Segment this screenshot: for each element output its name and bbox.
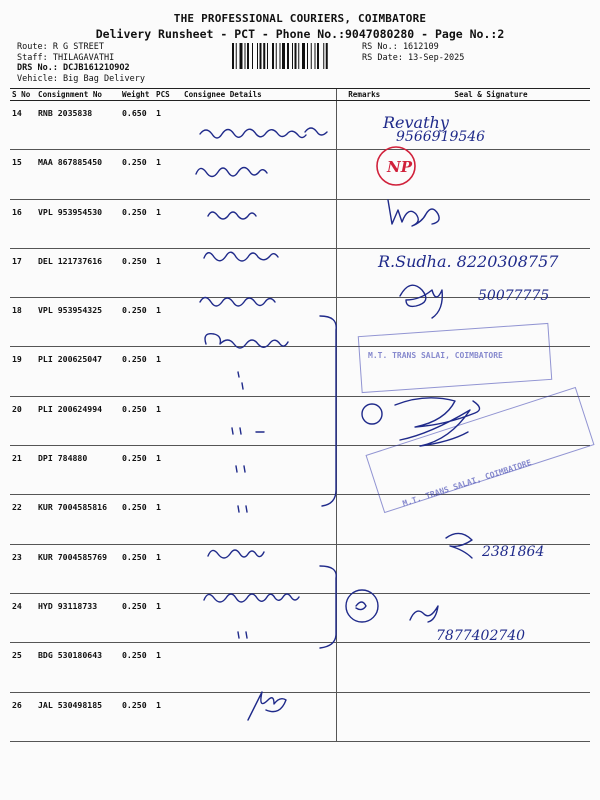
signature-14: Revathy — [383, 113, 449, 132]
row-weight: 0.250 — [120, 248, 154, 297]
row-sno: 18 — [10, 298, 36, 347]
row-sno: 24 — [10, 593, 36, 642]
row-seal-signature — [392, 396, 590, 445]
row-sno: 14 — [10, 101, 36, 150]
row-consignee-details — [182, 101, 336, 150]
drs-text: DRS No.: DCJB16121O9O2 — [17, 63, 130, 73]
row-weight: 0.250 — [120, 347, 154, 396]
row-sno: 26 — [10, 692, 36, 741]
rs-date-text: RS Date: 13-Sep-2025 — [362, 52, 465, 63]
row-seal-signature — [392, 150, 590, 199]
row-remarks — [336, 347, 392, 396]
row-sno: 21 — [10, 446, 36, 495]
row-consignment-no: KUR 7004585816 — [36, 495, 120, 544]
row-seal-signature — [392, 101, 590, 150]
row-weight: 0.650 — [120, 101, 154, 150]
table-row — [10, 495, 590, 544]
row-pcs: 1 — [154, 544, 182, 593]
row-consignment-no: PLI 200625047 — [36, 347, 120, 396]
row-seal-signature — [392, 199, 590, 248]
row-consignee-details — [182, 298, 336, 347]
row-seal-signature — [392, 692, 590, 741]
number-26: 7877402740 — [436, 628, 526, 644]
col-remarks: Remarks — [336, 89, 392, 101]
row-sno: 15 — [10, 150, 36, 199]
runsheet-subtitle: Delivery Runsheet - PCT - Phone No.:9047080280 - Page No.:2 — [95, 27, 505, 41]
row-pcs: 1 — [154, 150, 182, 199]
row-consignment-no: RNB 2035838 — [36, 101, 120, 150]
row-remarks — [336, 692, 392, 741]
row-consignment-no: DEL 121737616 — [36, 248, 120, 297]
number-18: 50077775 — [478, 288, 550, 304]
table-row — [10, 101, 590, 150]
row-consignment-no: KUR 7004585769 — [36, 544, 120, 593]
row-consignee-details — [182, 446, 336, 495]
row-consignee-details — [182, 495, 336, 544]
signature-17: R.Sudha. 8220308757 — [378, 252, 559, 271]
row-sno: 25 — [10, 643, 36, 692]
col-consignee: Consignee Details — [182, 89, 336, 101]
row-remarks — [336, 199, 392, 248]
svg-text:M.T. TRANS SALAI, COIMBATORE: M.T. TRANS SALAI, COIMBATORE — [368, 351, 503, 360]
row-pcs: 1 — [154, 593, 182, 642]
row-consignment-no: VPL 953954530 — [36, 199, 120, 248]
number-24: 2381864 — [482, 544, 545, 560]
row-remarks — [336, 495, 392, 544]
vehicle-text: Vehicle: Big Bag Delivery — [17, 73, 145, 84]
row-pcs: 1 — [154, 692, 182, 741]
table-row — [10, 544, 590, 593]
table-row — [10, 150, 590, 199]
route-text: Route: R G STREET — [17, 42, 104, 52]
col-seal: Seal & Signature — [392, 89, 590, 101]
row-seal-signature — [392, 643, 590, 692]
row-remarks — [336, 396, 392, 445]
row-seal-signature — [392, 347, 590, 396]
row-pcs: 1 — [154, 396, 182, 445]
np-mark: NP — [387, 158, 412, 176]
row-pcs: 1 — [154, 446, 182, 495]
row-consignee-details — [182, 692, 336, 741]
row-consignee-details — [182, 150, 336, 199]
row-weight: 0.250 — [120, 692, 154, 741]
table-row — [10, 396, 590, 445]
row-weight: 0.250 — [120, 446, 154, 495]
row-weight: 0.250 — [120, 495, 154, 544]
phone-14: 9566919546 — [396, 129, 486, 145]
table-row — [10, 298, 590, 347]
row-sno: 20 — [10, 396, 36, 445]
row-consignee-details — [182, 593, 336, 642]
company-title: THE PROFESSIONAL COURIERS, COIMBATORE — [173, 12, 427, 25]
col-sno: S No — [10, 89, 36, 101]
row-sno: 23 — [10, 544, 36, 593]
row-remarks — [336, 544, 392, 593]
table-header-row — [10, 89, 590, 101]
row-weight: 0.250 — [120, 396, 154, 445]
row-pcs: 1 — [154, 101, 182, 150]
rs-no-text: RS No.: 1612109 — [362, 42, 439, 52]
col-pcs: PCS — [154, 89, 182, 101]
row-remarks — [336, 150, 392, 199]
row-consignment-no: HYD 93118733 — [36, 593, 120, 642]
row-seal-signature — [392, 446, 590, 495]
row-remarks — [336, 593, 392, 642]
row-remarks — [336, 643, 392, 692]
runsheet-table — [10, 88, 590, 742]
row-consignee-details — [182, 544, 336, 593]
row-remarks — [336, 101, 392, 150]
row-pcs: 1 — [154, 495, 182, 544]
row-pcs: 1 — [154, 248, 182, 297]
meta-right — [362, 42, 464, 63]
row-sno: 17 — [10, 248, 36, 297]
row-consignment-no: JAL 530498185 — [36, 692, 120, 741]
row-consignment-no: DPI 784880 — [36, 446, 120, 495]
staff-text: Staff: THILAGAVATHI — [17, 52, 115, 63]
col-weight: Weight — [120, 89, 154, 101]
row-consignment-no: PLI 200624994 — [36, 396, 120, 445]
svg-text:M.T. TRANS SALAI, COIMBATORE: M.T. TRANS SALAI, COIMBATORE — [401, 458, 533, 509]
table-row — [10, 347, 590, 396]
meta-left — [17, 42, 145, 84]
table-row — [10, 692, 590, 741]
row-pcs: 1 — [154, 347, 182, 396]
row-consignee-details — [182, 643, 336, 692]
row-sno: 22 — [10, 495, 36, 544]
table-row — [10, 199, 590, 248]
row-weight: 0.250 — [120, 298, 154, 347]
row-seal-signature — [392, 495, 590, 544]
col-consignment: Consignment No — [36, 89, 120, 101]
row-seal-signature — [392, 544, 590, 593]
row-seal-signature — [392, 298, 590, 347]
row-consignee-details — [182, 396, 336, 445]
row-remarks — [336, 248, 392, 297]
row-seal-signature — [392, 248, 590, 297]
row-consignment-no: MAA 867885450 — [36, 150, 120, 199]
row-pcs: 1 — [154, 199, 182, 248]
row-weight: 0.250 — [120, 643, 154, 692]
row-weight: 0.250 — [120, 150, 154, 199]
row-pcs: 1 — [154, 643, 182, 692]
row-consignee-details — [182, 347, 336, 396]
row-weight: 0.250 — [120, 544, 154, 593]
row-remarks — [336, 298, 392, 347]
row-weight: 0.250 — [120, 593, 154, 642]
row-weight: 0.250 — [120, 199, 154, 248]
row-consignment-no: VPL 953954325 — [36, 298, 120, 347]
table-row — [10, 593, 590, 642]
barcode — [232, 43, 358, 69]
row-sno: 19 — [10, 347, 36, 396]
row-consignee-details — [182, 199, 336, 248]
row-consignee-details — [182, 248, 336, 297]
row-seal-signature — [392, 593, 590, 642]
row-sno: 16 — [10, 199, 36, 248]
row-remarks — [336, 446, 392, 495]
table-row — [10, 248, 590, 297]
row-consignment-no: BDG 530180643 — [36, 643, 120, 692]
table-row — [10, 643, 590, 692]
row-pcs: 1 — [154, 298, 182, 347]
table-row — [10, 446, 590, 495]
